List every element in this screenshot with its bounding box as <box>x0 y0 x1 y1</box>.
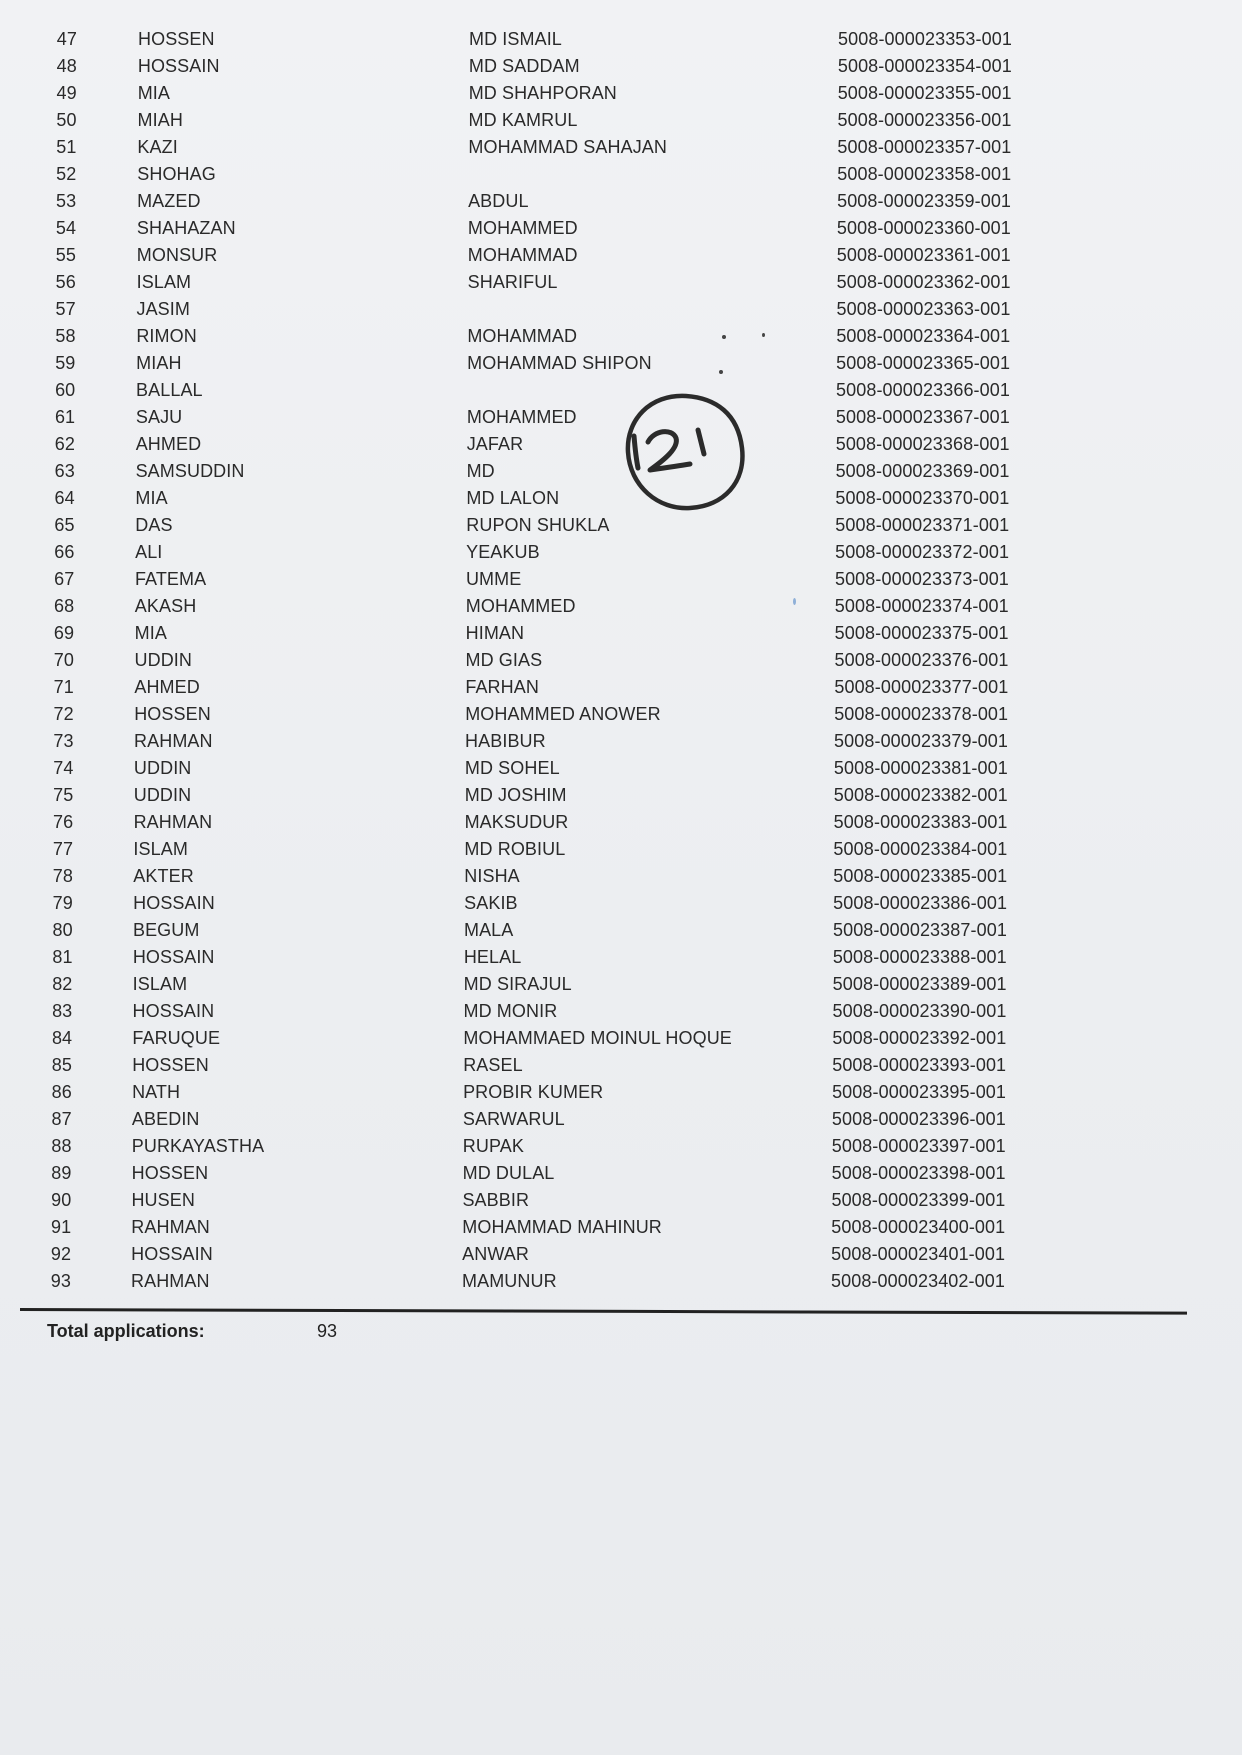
surname-cell: HOSSEN <box>134 704 211 724</box>
table-row <box>0 755 1242 782</box>
given-name-cell: PROBIR KUMER <box>463 1082 604 1102</box>
table-row <box>0 350 1242 377</box>
table-row <box>0 701 1242 728</box>
surname-cell: ISLAM <box>136 272 192 292</box>
surname-cell: SHOHAG <box>137 164 216 184</box>
given-name-cell: JAFAR <box>466 434 524 454</box>
given-name-cell: MD JOSHIM <box>464 785 567 805</box>
table-row <box>0 1214 1242 1241</box>
given-name-cell: MD SOHEL <box>464 758 560 778</box>
row-number: 74 <box>53 758 74 778</box>
given-name-cell: MOHAMMAED MOINUL HOQUE <box>463 1028 732 1048</box>
given-name-cell: HABIBUR <box>465 731 546 751</box>
row-number: 71 <box>53 677 74 697</box>
scan-speck <box>762 333 765 337</box>
row-number: 85 <box>51 1055 73 1075</box>
reference-cell: 5008-000023355-001 <box>837 83 1012 103</box>
surname-cell: BEGUM <box>132 920 200 940</box>
reference-cell: 5008-000023390-001 <box>832 1001 1007 1021</box>
given-name-cell: MD LALON <box>466 488 560 508</box>
surname-cell: UDDIN <box>133 758 192 778</box>
given-name-cell: MD MONIR <box>463 1001 558 1021</box>
surname-cell: SHAHAZAN <box>136 218 236 238</box>
row-number: 66 <box>54 542 75 562</box>
table-row <box>0 107 1242 134</box>
given-name-cell: MD <box>466 461 495 481</box>
surname-cell: KAZI <box>137 137 178 157</box>
table-row <box>0 728 1242 755</box>
given-name-cell: MD ISMAIL <box>469 29 562 49</box>
surname-cell: HOSSAIN <box>132 947 215 967</box>
surname-cell: MONSUR <box>136 245 218 265</box>
row-number: 75 <box>53 785 74 805</box>
surname-cell: RAHMAN <box>133 812 213 832</box>
surname-cell: ISLAM <box>133 839 188 859</box>
reference-cell: 5008-000023381-001 <box>833 758 1008 778</box>
surname-cell: UDDIN <box>133 785 192 805</box>
table-bottom-rule <box>20 1308 1187 1315</box>
row-number: 81 <box>52 947 73 967</box>
table-row <box>0 188 1242 215</box>
given-name-cell: MOHAMMED <box>467 218 578 238</box>
reference-cell: 5008-000023395-001 <box>832 1082 1007 1102</box>
row-number: 51 <box>56 137 77 157</box>
table-row <box>0 674 1242 701</box>
row-number: 49 <box>56 83 77 103</box>
reference-cell: 5008-000023399-001 <box>831 1190 1006 1210</box>
table-row <box>0 1241 1242 1268</box>
reference-cell: 5008-000023383-001 <box>833 812 1008 832</box>
row-number: 76 <box>52 812 74 832</box>
surname-cell: RAHMAN <box>131 1271 210 1291</box>
surname-cell: FARUQUE <box>132 1028 221 1048</box>
row-number: 70 <box>53 650 74 670</box>
table-row <box>0 1133 1242 1160</box>
given-name-cell: ABDUL <box>468 191 529 211</box>
reference-cell: 5008-000023365-001 <box>836 353 1011 373</box>
given-name-cell: SHARIFUL <box>467 272 558 292</box>
row-number: 90 <box>51 1190 72 1210</box>
given-name-cell: MOHAMMAD SAHAJAN <box>468 137 668 157</box>
reference-cell: 5008-000023366-001 <box>836 380 1010 400</box>
scan-speck <box>793 598 796 605</box>
reference-cell: 5008-000023357-001 <box>837 137 1012 157</box>
row-number: 54 <box>55 218 77 238</box>
row-number: 69 <box>53 623 75 643</box>
reference-cell: 5008-000023398-001 <box>831 1163 1006 1183</box>
row-number: 87 <box>51 1109 72 1129</box>
row-number: 72 <box>53 704 74 724</box>
surname-cell: RIMON <box>136 326 197 346</box>
reference-cell: 5008-000023402-001 <box>831 1271 1005 1291</box>
given-name-cell: YEAKUB <box>466 542 540 562</box>
table-row <box>0 971 1242 998</box>
surname-cell: DAS <box>135 515 173 535</box>
table-row <box>0 1106 1242 1133</box>
reference-cell: 5008-000023397-001 <box>831 1136 1006 1156</box>
reference-cell: 5008-000023378-001 <box>834 704 1009 724</box>
table-row <box>0 593 1242 620</box>
row-number: 58 <box>55 326 76 346</box>
row-number: 63 <box>54 461 75 481</box>
surname-cell: HOSSAIN <box>131 1244 213 1264</box>
row-number: 89 <box>51 1163 72 1183</box>
given-name-cell: MD KAMRUL <box>468 110 578 130</box>
row-number: 68 <box>54 596 75 616</box>
reference-cell: 5008-000023382-001 <box>833 785 1008 805</box>
reference-cell: 5008-000023388-001 <box>832 947 1007 967</box>
reference-cell: 5008-000023401-001 <box>831 1244 1006 1264</box>
row-number: 80 <box>52 920 73 940</box>
reference-cell: 5008-000023354-001 <box>837 56 1012 76</box>
surname-cell: MIA <box>134 623 167 643</box>
reference-cell: 5008-000023377-001 <box>834 677 1009 697</box>
scan-speck <box>719 370 723 374</box>
surname-cell: JASIM <box>136 299 190 319</box>
row-number: 67 <box>54 569 75 589</box>
surname-cell: ABEDIN <box>131 1109 200 1129</box>
scan-speck <box>722 335 726 339</box>
table-row <box>0 890 1242 917</box>
row-number: 93 <box>50 1271 71 1291</box>
surname-cell: PURKAYASTHA <box>131 1136 265 1156</box>
given-name-cell: MD SHAHPORAN <box>468 83 617 103</box>
reference-cell: 5008-000023393-001 <box>832 1055 1007 1075</box>
reference-cell: 5008-000023356-001 <box>837 110 1012 130</box>
surname-cell: HOSSAIN <box>137 56 220 76</box>
row-number: 88 <box>51 1136 72 1156</box>
reference-cell: 5008-000023375-001 <box>834 623 1009 643</box>
row-number: 50 <box>56 110 77 130</box>
surname-cell: HOSSAIN <box>133 893 215 913</box>
given-name-cell: UMME <box>465 569 522 589</box>
table-row <box>0 134 1242 161</box>
surname-cell: MIA <box>135 488 168 508</box>
table-row <box>0 998 1242 1025</box>
reference-cell: 5008-000023396-001 <box>831 1109 1006 1129</box>
reference-cell: 5008-000023369-001 <box>835 461 1010 481</box>
row-number: 86 <box>51 1082 72 1102</box>
row-number: 55 <box>55 245 76 265</box>
given-name-cell: MAKSUDUR <box>464 812 569 832</box>
reference-cell: 5008-000023363-001 <box>836 299 1011 319</box>
table-row <box>0 809 1242 836</box>
reference-cell: 5008-000023364-001 <box>836 326 1011 346</box>
surname-cell: SAJU <box>135 407 183 427</box>
given-name-cell: MD SIRAJUL <box>463 974 572 994</box>
given-name-cell: MOHAMMAD MAHINUR <box>462 1217 662 1237</box>
reference-cell: 5008-000023385-001 <box>833 866 1008 886</box>
row-number: 78 <box>52 866 73 886</box>
reference-cell: 5008-000023359-001 <box>837 191 1012 211</box>
reference-cell: 5008-000023379-001 <box>834 731 1008 751</box>
surname-cell: FATEMA <box>134 569 207 589</box>
total-applications-value: 93 <box>317 1321 338 1341</box>
surname-cell: NATH <box>132 1082 181 1102</box>
surname-cell: AKTER <box>133 866 194 886</box>
row-number: 92 <box>50 1244 72 1264</box>
row-number: 60 <box>55 380 76 400</box>
surname-cell: ISLAM <box>132 974 188 994</box>
table-row <box>0 53 1242 80</box>
given-name-cell: MD SADDAM <box>468 56 580 76</box>
surname-cell: HOSSEN <box>138 29 215 49</box>
table-row <box>0 215 1242 242</box>
reference-cell: 5008-000023371-001 <box>835 515 1010 535</box>
table-row <box>0 566 1242 593</box>
table-row <box>0 1187 1242 1214</box>
given-name-cell: RUPAK <box>462 1136 524 1156</box>
reference-cell: 5008-000023400-001 <box>831 1217 1006 1237</box>
row-number: 79 <box>52 893 73 913</box>
given-name-cell: RASEL <box>463 1055 523 1075</box>
reference-cell: 5008-000023376-001 <box>834 650 1009 670</box>
given-name-cell: MD DULAL <box>462 1163 555 1183</box>
handwritten-page-number-mark <box>620 390 750 515</box>
table-row <box>0 80 1242 107</box>
row-number: 56 <box>55 272 76 292</box>
row-number: 57 <box>55 299 76 319</box>
row-number: 77 <box>52 839 74 859</box>
surname-cell: HOSSEN <box>131 1163 209 1183</box>
surname-cell: AHMED <box>135 434 202 454</box>
given-name-cell: SARWARUL <box>462 1109 565 1129</box>
table-row <box>0 323 1242 350</box>
surname-cell: BALLAL <box>136 380 203 400</box>
given-name-cell: NISHA <box>464 866 520 886</box>
given-name-cell: MOHAMMAD <box>467 326 578 346</box>
surname-cell: HOSSEN <box>132 1055 209 1075</box>
row-number: 65 <box>54 515 75 535</box>
table-row <box>0 836 1242 863</box>
table-row <box>0 512 1242 539</box>
given-name-cell: SAKIB <box>464 893 518 913</box>
given-name-cell: MOHAMMAD <box>467 245 578 265</box>
reference-cell: 5008-000023372-001 <box>835 542 1010 562</box>
reference-cell: 5008-000023361-001 <box>836 245 1011 265</box>
surname-cell: AKASH <box>134 596 197 616</box>
reference-cell: 5008-000023392-001 <box>832 1028 1007 1048</box>
reference-cell: 5008-000023358-001 <box>837 164 1012 184</box>
reference-cell: 5008-000023370-001 <box>835 488 1010 508</box>
given-name-cell: FARHAN <box>465 677 539 697</box>
row-number: 52 <box>56 164 77 184</box>
row-number: 91 <box>51 1217 72 1237</box>
surname-cell: HOSSAIN <box>132 1001 215 1021</box>
table-row <box>0 539 1242 566</box>
surname-cell: UDDIN <box>134 650 192 670</box>
reference-cell: 5008-000023362-001 <box>836 272 1011 292</box>
table-row <box>0 1079 1242 1106</box>
given-name-cell: HELAL <box>463 947 522 967</box>
given-name-cell: MOHAMMED <box>465 596 576 616</box>
row-number: 59 <box>55 353 76 373</box>
given-name-cell: HIMAN <box>465 623 525 643</box>
row-number: 82 <box>52 974 73 994</box>
table-row <box>0 1160 1242 1187</box>
surname-cell: SAMSUDDIN <box>135 461 245 481</box>
given-name-cell: MD GIAS <box>465 650 543 670</box>
reference-cell: 5008-000023353-001 <box>838 29 1012 49</box>
table-row <box>0 863 1242 890</box>
surname-cell: HUSEN <box>131 1190 195 1210</box>
reference-cell: 5008-000023373-001 <box>834 569 1009 589</box>
given-name-cell: MOHAMMED <box>466 407 577 427</box>
surname-cell: MIAH <box>137 110 183 130</box>
given-name-cell: MALA <box>463 920 514 940</box>
reference-cell: 5008-000023374-001 <box>834 596 1009 616</box>
given-name-cell: MOHAMMAD SHIPON <box>467 353 652 373</box>
surname-cell: MIA <box>137 83 170 103</box>
row-number: 61 <box>54 407 76 427</box>
row-number: 64 <box>54 488 75 508</box>
table-row <box>0 269 1242 296</box>
table-row <box>0 944 1242 971</box>
reference-cell: 5008-000023387-001 <box>832 920 1007 940</box>
applicant-list <box>0 26 1242 1295</box>
given-name-cell: ANWAR <box>462 1244 529 1264</box>
table-row <box>0 161 1242 188</box>
table-row <box>0 1268 1242 1295</box>
surname-cell: RAHMAN <box>131 1217 210 1237</box>
given-name-cell: MD ROBIUL <box>464 839 566 859</box>
reference-cell: 5008-000023384-001 <box>833 839 1008 859</box>
table-row <box>0 620 1242 647</box>
row-number: 53 <box>55 191 77 211</box>
reference-cell: 5008-000023389-001 <box>832 974 1007 994</box>
row-number: 62 <box>54 434 76 454</box>
given-name-cell: RUPON SHUKLA <box>466 515 610 535</box>
row-number: 47 <box>56 29 77 49</box>
row-number: 73 <box>53 731 74 751</box>
surname-cell: MAZED <box>137 191 201 211</box>
table-row <box>0 242 1242 269</box>
surname-cell: AHMED <box>134 677 200 697</box>
reference-cell: 5008-000023367-001 <box>835 407 1010 427</box>
given-name-cell: SABBIR <box>462 1190 530 1210</box>
surname-cell: RAHMAN <box>134 731 213 751</box>
table-row <box>0 917 1242 944</box>
given-name-cell: MOHAMMED ANOWER <box>465 704 661 724</box>
table-row <box>0 296 1242 323</box>
row-number: 84 <box>51 1028 73 1048</box>
row-number: 83 <box>52 1001 73 1021</box>
table-row <box>0 1052 1242 1079</box>
surname-cell: MIAH <box>136 353 182 373</box>
surname-cell: ALI <box>135 542 163 562</box>
table-row <box>0 1025 1242 1052</box>
reference-cell: 5008-000023368-001 <box>835 434 1010 454</box>
given-name-cell: MAMUNUR <box>462 1271 557 1291</box>
reference-cell: 5008-000023360-001 <box>836 218 1011 238</box>
table-row <box>0 782 1242 809</box>
table-row <box>0 647 1242 674</box>
table-row <box>0 26 1242 53</box>
total-applications-label: Total applications: <box>47 1321 205 1341</box>
row-number: 48 <box>56 56 77 76</box>
reference-cell: 5008-000023386-001 <box>833 893 1008 913</box>
